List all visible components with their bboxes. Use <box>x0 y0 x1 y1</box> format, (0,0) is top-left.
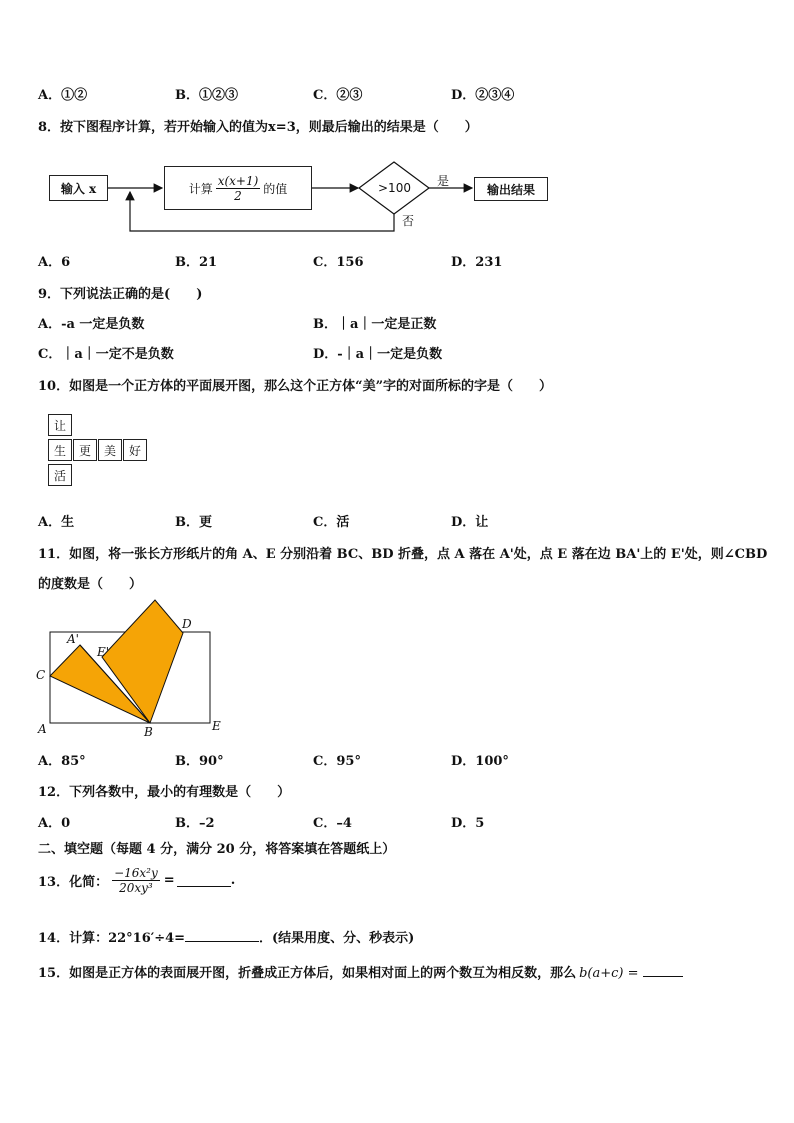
q13-denominator: 20xy³ <box>119 881 153 895</box>
flow-condition-label: >100 <box>378 181 411 195</box>
flow-calc-box <box>164 166 312 210</box>
label-d: D <box>182 617 192 631</box>
q13-line: 13．化简： $\frac{\text{−16x²y}}{\text{20xy³}}$ = . <box>38 866 236 895</box>
label-e-prime: E' <box>97 645 110 659</box>
q13-answer-blank[interactable] <box>177 874 231 887</box>
q15-expression: b(a+c) = <box>579 966 639 981</box>
q13-prefix: 13．化简： <box>38 875 109 890</box>
q14-suffix: ．(结果用度、分、秒表示) <box>259 931 415 946</box>
flow-yes-label: 是 <box>437 174 450 188</box>
label-b: B <box>144 725 153 739</box>
net-cell-rang: 让 <box>48 414 72 436</box>
q10-option-b: B．更 <box>175 515 212 530</box>
q11-stem-line2: 的度数是（ ） <box>38 577 143 592</box>
q12-option-b: B．–2 <box>175 816 215 831</box>
q11-option-c: C．95° <box>313 754 361 769</box>
label-e: E <box>212 719 221 733</box>
flow-no-label: 否 <box>402 214 415 228</box>
label-c: C <box>36 668 46 682</box>
calc-fraction <box>216 174 261 203</box>
calc-denominator: 2 <box>234 188 242 203</box>
q15-stem: 15．如图是正方体的表面展开图，折叠成正方体后，如果相对面上的两个数互为相反数，那么 <box>38 966 577 981</box>
q15-line <box>38 962 683 981</box>
q9-option-d: D．-｜a｜一定是负数 <box>313 347 443 362</box>
q10-stem: 10．如图是一个正方体的平面展开图，那么这个正方体“美”字的对面所标的字是（ ） <box>38 379 553 394</box>
q12-option-a: A．0 <box>38 816 71 831</box>
flowchart-connectors <box>0 150 794 245</box>
q11-option-d: D．100° <box>451 754 509 769</box>
net-cell-mei: 美 <box>98 439 122 461</box>
q7-option-d: D．②③④ <box>451 88 515 103</box>
q13-fraction <box>112 866 160 895</box>
q11-fold-figure <box>30 595 230 740</box>
label-a-prime: A' <box>67 632 79 646</box>
net-cell-sheng: 生 <box>48 439 72 461</box>
q7-option-c: C．②③ <box>313 88 363 103</box>
flow-input-box: 输入 x <box>49 175 108 201</box>
q12-stem: 12．下列各数中，最小的有理数是（ ） <box>38 785 291 800</box>
q15-answer-blank[interactable] <box>643 964 683 977</box>
q9-stem: 9．下列说法正确的是( ) <box>38 287 203 302</box>
net-cell-geng: 更 <box>73 439 97 461</box>
q11-option-b: B．90° <box>175 754 224 769</box>
q13-numerator: −16x²y <box>114 866 158 880</box>
q8-option-c: C．156 <box>313 255 364 270</box>
q7-option-a: A．①② <box>38 88 88 103</box>
q8-option-d: D．231 <box>451 255 503 270</box>
section2-title: 二、填空题（每题 4 分，满分 20 分，将答案填在答题纸上） <box>38 842 396 857</box>
flow-output-box: 输出结果 <box>474 177 548 201</box>
q8-stem: 8．按下图程序计算，若开始输入的值为x=3，则最后输出的结果是（ ） <box>38 120 478 135</box>
q11-option-a: A．85° <box>38 754 86 769</box>
q11-stem-line1: 11．如图，将一张长方形纸片的角 A、E 分别沿着 BC、BD 折叠，点 A 落在 A'处，点 E 落在边 BA'上的 E'处，则∠CBD <box>38 547 768 562</box>
q10-option-a: A．生 <box>38 515 75 530</box>
label-a: A <box>38 722 47 736</box>
calc-suffix: 的值 <box>263 181 288 196</box>
q8-option-a: A．6 <box>38 255 71 270</box>
q8-option-b: B．21 <box>175 255 218 270</box>
q9-option-b: B．｜a｜一定是正数 <box>313 317 437 332</box>
q14-prefix: 14．计算：22°16′÷4= <box>38 931 186 946</box>
q12-option-d: D．5 <box>451 816 485 831</box>
q7-option-b: B．①②③ <box>175 88 238 103</box>
q13-suffix: = <box>163 873 175 888</box>
q12-option-c: C．–4 <box>313 816 352 831</box>
net-cell-hao: 好 <box>123 439 147 461</box>
net-cell-huo: 活 <box>48 464 72 486</box>
q10-option-d: D．让 <box>451 515 489 530</box>
calc-numerator: x(x+1) <box>217 173 259 188</box>
q9-option-c: C．｜a｜一定不是负数 <box>38 347 174 362</box>
q9-option-a: A．-a 一定是负数 <box>38 317 145 332</box>
calc-prefix: 计算 <box>188 181 213 196</box>
q14-line <box>38 927 414 946</box>
q14-answer-blank[interactable] <box>185 929 259 942</box>
q10-option-c: C．活 <box>313 515 350 530</box>
